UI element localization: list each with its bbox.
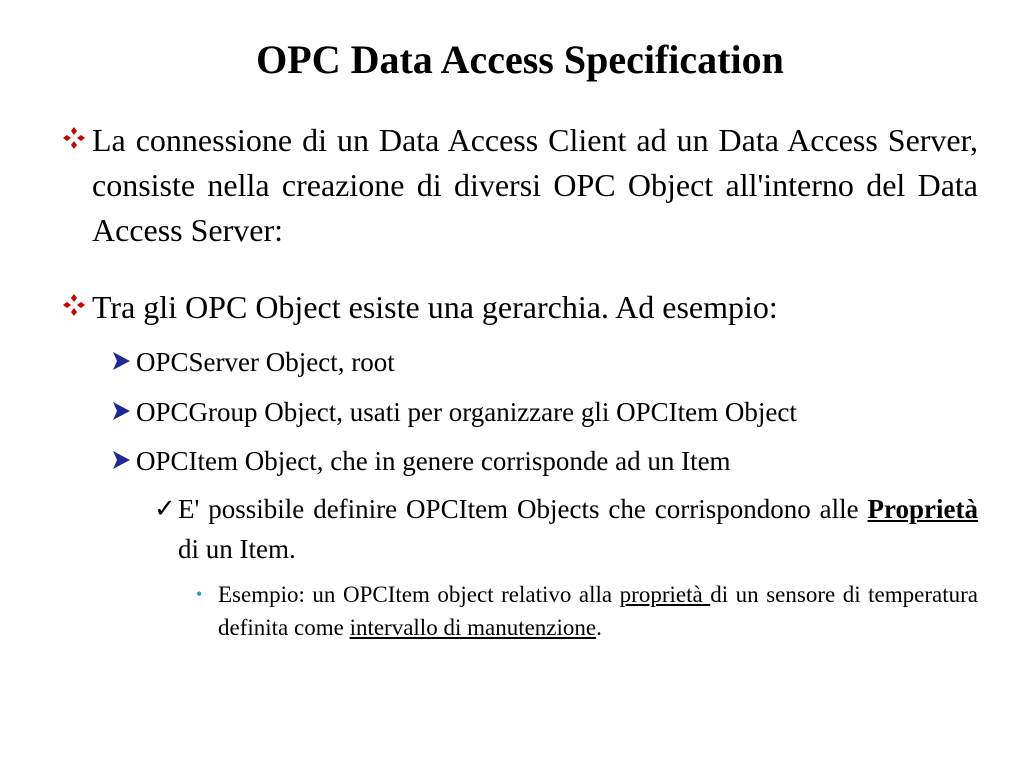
slide-title: OPC Data Access Specification	[256, 37, 784, 82]
sub-bullet-opcserver	[110, 344, 978, 380]
sub-bullet-opcgroup	[110, 394, 978, 430]
text-after: .	[596, 615, 602, 640]
text-middle: di un sensore di temperatura definita come	[218, 582, 978, 640]
sub-bullet-opcitem	[110, 443, 978, 479]
bullet-hierarchy	[62, 285, 978, 330]
bullet-text: Tra gli OPC Object esiste una gerarchia. Ad esempio:	[92, 289, 778, 325]
sub-bullet-text: OPCGroup Object, usati per organizzare gli OPCItem Object	[136, 397, 797, 427]
sub-sub-bullet-text	[178, 489, 978, 569]
arrow-icon	[110, 443, 136, 471]
arrow-icon	[110, 394, 136, 422]
checkmark-icon: ✓	[154, 494, 176, 523]
sub-bullet-text: OPCItem Object, che in genere corrisponde ad un Item	[136, 446, 731, 476]
text-after: di un Item.	[178, 534, 296, 564]
intervallo-manutenzione-link[interactable]: intervallo di manutenzione	[349, 615, 597, 640]
diamond-icon	[62, 285, 92, 317]
example-bullet	[196, 578, 978, 644]
proprieta-link[interactable]: Proprietà	[867, 494, 978, 524]
diamond-icon	[62, 118, 92, 150]
text-before: Esempio: un OPCItem object relativo alla	[218, 582, 620, 607]
sub-sub-bullet-properties	[154, 489, 978, 569]
bullet-connection	[62, 118, 978, 253]
text-before: E' possibile definire OPCItem Objects che corrispondono alle	[178, 494, 868, 524]
dot-icon: •	[196, 584, 203, 604]
sub-bullet-text: OPCServer Object, root	[136, 347, 395, 377]
proprieta-link[interactable]: proprietà	[619, 582, 711, 607]
bullet-text: La connessione di un Data Access Client ad un Data Access Server, consiste nella creazione di diversi OPC Object all'interno del Data Access Server:	[92, 122, 978, 248]
example-text	[218, 578, 978, 644]
arrow-icon	[110, 344, 136, 372]
